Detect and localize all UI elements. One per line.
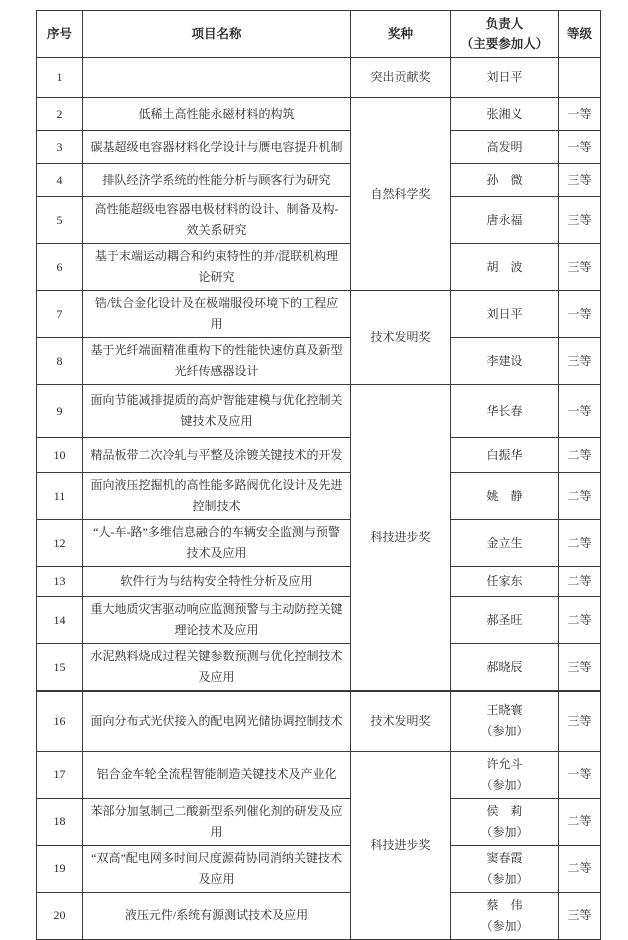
participation-label: （参加）: [480, 871, 529, 886]
award-type-cell: 突出贡献奖: [351, 58, 451, 98]
award-type-cell: 科技进步奖: [351, 385, 451, 692]
grade-cell: 二等: [559, 798, 601, 845]
row-number-cell: 3: [37, 131, 83, 164]
leader-name: 王晓寰: [486, 703, 523, 718]
leader-cell: 任家东: [451, 567, 559, 597]
leader-cell: [451, 751, 559, 798]
col-header-grade: 等级: [559, 11, 601, 58]
grade-cell: [559, 58, 601, 98]
row-number-cell: 5: [37, 197, 83, 244]
table-row: [37, 845, 601, 892]
col-header-leader-line2: （主要参加人）: [460, 37, 549, 51]
row-number-cell: 18: [37, 798, 83, 845]
table-row: [37, 291, 601, 338]
table-row: [37, 473, 601, 520]
grade-cell: 三等: [559, 197, 601, 244]
leader-name: 窦春霞: [486, 850, 523, 865]
participation-label: （参加）: [480, 777, 529, 792]
grade-cell: 三等: [559, 691, 601, 751]
table-row: [37, 597, 601, 644]
table-row: [37, 131, 601, 164]
col-header-no: 序号: [37, 11, 83, 58]
leader-cell: 刘日平: [451, 291, 559, 338]
row-number-cell: 17: [37, 751, 83, 798]
project-name-cell: 低稀土高性能永磁材料的构筑: [83, 98, 351, 131]
project-name-cell: 水泥熟料烧成过程关键参数预测与优化控制技术及应用: [83, 644, 351, 692]
row-number-cell: 8: [37, 338, 83, 385]
project-name-cell: “人-车-路”多维信息融合的车辆安全监测与预警技术及应用: [83, 520, 351, 567]
grade-cell: 二等: [559, 520, 601, 567]
leader-cell: [451, 845, 559, 892]
table-row: [37, 892, 601, 939]
project-name-cell: [83, 58, 351, 98]
project-name-cell: 铝合金车轮全流程智能制造关键技术及产业化: [83, 751, 351, 798]
row-number-cell: 13: [37, 567, 83, 597]
project-name-cell: “双高”配电网多时间尺度源荷协同消纳关键技术及应用: [83, 845, 351, 892]
leader-cell: [451, 892, 559, 939]
project-name-cell: 基于光纤端面精准重构下的性能快速仿真及新型光纤传感器设计: [83, 338, 351, 385]
col-header-leader-line1: 负责人: [485, 17, 524, 31]
grade-cell: 一等: [559, 385, 601, 438]
project-name-cell: 苯部分加氢制己二酸新型系列催化剂的研发及应用: [83, 798, 351, 845]
leader-cell: 白振华: [451, 438, 559, 473]
leader-cell: 孙 微: [451, 164, 559, 197]
table-row: [37, 58, 601, 98]
participation-label: （参加）: [480, 824, 529, 839]
project-name-cell: 基于末端运动耦合和约束特性的并/混联机构理论研究: [83, 244, 351, 291]
grade-cell: 二等: [559, 597, 601, 644]
row-number-cell: 15: [37, 644, 83, 692]
grade-cell: 二等: [559, 473, 601, 520]
row-number-cell: 11: [37, 473, 83, 520]
grade-cell: 一等: [559, 751, 601, 798]
row-number-cell: 19: [37, 845, 83, 892]
row-number-cell: 7: [37, 291, 83, 338]
grade-cell: 三等: [559, 644, 601, 692]
leader-cell: 高发明: [451, 131, 559, 164]
project-name-cell: 重大地质灾害驱动响应监测预警与主动防控关键理论技术及应用: [83, 597, 351, 644]
leader-cell: 胡 波: [451, 244, 559, 291]
col-header-leader: [451, 11, 559, 58]
row-number-cell: 12: [37, 520, 83, 567]
award-list-table: [36, 10, 601, 940]
leader-cell: 姚 静: [451, 473, 559, 520]
grade-cell: 三等: [559, 244, 601, 291]
row-number-cell: 9: [37, 385, 83, 438]
table-row: [37, 691, 601, 751]
grade-cell: 二等: [559, 438, 601, 473]
table-row: [37, 385, 601, 438]
table-header-row: [37, 11, 601, 58]
grade-cell: 二等: [559, 567, 601, 597]
table-row: [37, 751, 601, 798]
project-name-cell: 面向液压挖掘机的高性能多路阀优化设计及先进控制技术: [83, 473, 351, 520]
row-number-cell: 16: [37, 691, 83, 751]
row-number-cell: 14: [37, 597, 83, 644]
leader-cell: 张湘义: [451, 98, 559, 131]
table-row: [37, 438, 601, 473]
project-name-cell: 软件行为与结构安全特性分析及应用: [83, 567, 351, 597]
leader-cell: [451, 691, 559, 751]
table-row: [37, 644, 601, 692]
table-row: [37, 798, 601, 845]
leader-cell: 郝圣旺: [451, 597, 559, 644]
grade-cell: 一等: [559, 98, 601, 131]
row-number-cell: 6: [37, 244, 83, 291]
leader-cell: 唐永福: [451, 197, 559, 244]
grade-cell: 三等: [559, 338, 601, 385]
row-number-cell: 20: [37, 892, 83, 939]
leader-cell: 华长春: [451, 385, 559, 438]
project-name-cell: 面向节能减排提质的高炉智能建模与优化控制关键技术及应用: [83, 385, 351, 438]
grade-cell: 三等: [559, 892, 601, 939]
leader-name: 蔡 伟: [486, 897, 523, 912]
project-name-cell: 排队经济学系统的性能分析与顾客行为研究: [83, 164, 351, 197]
table-row: [37, 338, 601, 385]
leader-name: 许允斗: [486, 756, 523, 771]
project-name-cell: 高性能超级电容器电极材料的设计、制备及构-效关系研究: [83, 197, 351, 244]
leader-name: 侯 莉: [486, 803, 523, 818]
leader-cell: 金立生: [451, 520, 559, 567]
table-row: [37, 244, 601, 291]
table-row: [37, 197, 601, 244]
award-type-cell: 科技进步奖: [351, 751, 451, 939]
participation-label: （参加）: [480, 724, 529, 739]
grade-cell: 一等: [559, 131, 601, 164]
project-name-cell: 锆/钛合金化设计及在极端服役环境下的工程应用: [83, 291, 351, 338]
table-row: [37, 98, 601, 131]
project-name-cell: 碳基超级电容器材料化学设计与赝电容提升机制: [83, 131, 351, 164]
project-name-cell: 精品板带二次冷轧与平整及涂镀关键技术的开发: [83, 438, 351, 473]
project-name-cell: 面向分布式光伏接入的配电网光储协调控制技术: [83, 691, 351, 751]
leader-cell: [451, 798, 559, 845]
table-row: [37, 164, 601, 197]
table-row: [37, 520, 601, 567]
grade-cell: 二等: [559, 845, 601, 892]
participation-label: （参加）: [480, 918, 529, 933]
row-number-cell: 10: [37, 438, 83, 473]
leader-cell: 郝晓辰: [451, 644, 559, 692]
row-number-cell: 4: [37, 164, 83, 197]
row-number-cell: 1: [37, 58, 83, 98]
project-name-cell: 液压元件/系统有源测试技术及应用: [83, 892, 351, 939]
table-row: [37, 567, 601, 597]
grade-cell: 三等: [559, 164, 601, 197]
award-type-cell: 技术发明奖: [351, 691, 451, 751]
col-header-award: 奖种: [351, 11, 451, 58]
col-header-project: 项目名称: [83, 11, 351, 58]
grade-cell: 一等: [559, 291, 601, 338]
leader-cell: 刘日平: [451, 58, 559, 98]
leader-cell: 李建设: [451, 338, 559, 385]
award-type-cell: 技术发明奖: [351, 291, 451, 385]
award-type-cell: 自然科学奖: [351, 98, 451, 291]
row-number-cell: 2: [37, 98, 83, 131]
